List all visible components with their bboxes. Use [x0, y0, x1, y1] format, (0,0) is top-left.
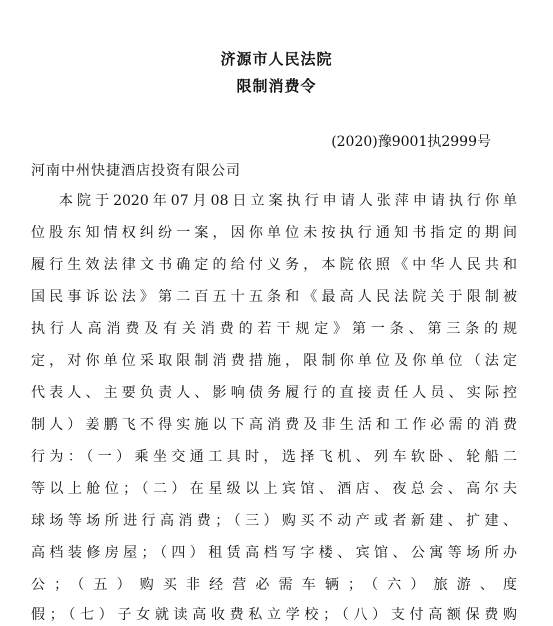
body-line: 位股东知情权纠纷一案，因你单位未按执行通知书指定的期间 [31, 225, 517, 241]
recipient: 河南中州快捷酒店投资有限公司 [31, 163, 241, 179]
body-line: 本院于2020年07月08日立案执行申请人张萍申请执行你单 [59, 193, 517, 209]
body-line: 国民事诉讼法》第二百五十五条和《最高人民法院关于限制被 [31, 289, 517, 305]
body-line: 球场等场所进行高消费；（三）购买不动产或者新建、扩建、 [31, 513, 517, 529]
body-line: 定，对你单位采取限制消费措施，限制你单位及你单位（法定 [31, 353, 517, 369]
body-line: 公；（五）购买非经营必需车辆；（六）旅游、度 [31, 577, 517, 593]
court-name: 济源市人民法院 [220, 50, 333, 68]
body-line: 执行人高消费及有关消费的若干规定》第一条、第三条的规 [31, 321, 517, 337]
body-line: 制人）姜鹏飞不得实施以下高消费及非生活和工作必需的消费 [31, 417, 517, 433]
body-line: 等以上舱位；（二）在星级以上宾馆、酒店、夜总会、高尔夫 [31, 481, 517, 497]
body-line: 行为：（一）乘坐交通工具时，选择飞机、列车软卧、轮船二 [31, 449, 517, 465]
case-number: (2020)豫9001执2999号 [331, 134, 491, 150]
body-line: 履行生效法律文书确定的给付义务，本院依照《中华人民共和 [31, 257, 517, 273]
body-line: 高档装修房屋；（四）租赁高档写字楼、宾馆、公寓等场所办 [31, 545, 517, 561]
body-line: 代表人、主要负责人、影响债务履行的直接责任人员、实际控 [31, 385, 517, 401]
document-title: 限制消费令 [236, 77, 317, 95]
body-line: 假；（七）子女就读高收费私立学校；（八）支付高额保费购 [31, 607, 517, 623]
